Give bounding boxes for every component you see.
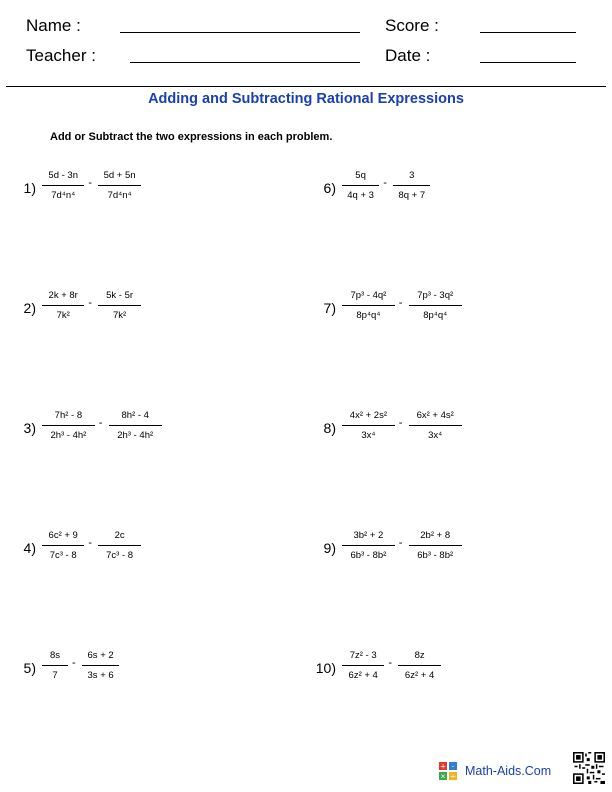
problem-number: 2) (23, 300, 36, 316)
numerator: 8s (49, 650, 61, 661)
numerator: 4x² + 2s² (349, 410, 388, 421)
problem-number: 5) (23, 660, 36, 676)
teacher-field[interactable] (130, 62, 360, 63)
score-label: Score : (385, 16, 439, 35)
denominator: 4q + 3 (347, 190, 374, 201)
operator: - (98, 417, 103, 429)
denominator: 8p⁴q⁴ (356, 310, 381, 321)
denominator: 8q + 7 (398, 190, 426, 201)
numerator: 7p³ - 3q² (417, 290, 454, 301)
numerator: 6c² + 9 (48, 530, 78, 541)
fraction-bar (42, 665, 68, 666)
denominator: 3x⁴ (361, 430, 376, 441)
fraction-bar (342, 425, 395, 426)
denominator: 7 (52, 670, 58, 681)
fraction-bar (342, 305, 395, 306)
numerator: 5k - 5r (106, 290, 134, 301)
numerator: 7z² - 3 (349, 650, 377, 661)
name-label: Name : (26, 16, 81, 35)
numerator: 7h² - 8 (54, 410, 83, 421)
denominator: 2h³ - 4h² (50, 430, 87, 441)
numerator: 5d + 5n (103, 170, 136, 181)
denominator: 6z² + 4 (404, 670, 435, 681)
numerator: 6s + 2 (87, 650, 114, 661)
problem-number: 4) (23, 540, 36, 556)
denominator: 2h³ - 4h² (117, 430, 154, 441)
numerator: 5d - 3n (48, 170, 78, 181)
denominator: 7d⁴n⁴ (107, 190, 132, 201)
problem-number: 1) (23, 180, 36, 196)
denominator: 6b³ - 8b² (417, 550, 454, 561)
fraction-bar (42, 425, 95, 426)
svg-text:-: - (451, 762, 455, 771)
fraction-bar (398, 665, 440, 666)
fraction-bar (342, 665, 384, 666)
denominator: 7c³ - 8 (106, 550, 134, 561)
fraction-bar (409, 545, 462, 546)
numerator: 8h² - 4 (121, 410, 149, 421)
denominator: 6z² + 4 (348, 670, 378, 681)
numerator: 5q (355, 170, 366, 181)
numerator: 8z (414, 650, 425, 661)
problem-number: 7) (323, 300, 336, 316)
instructions: Add or Subtract the two expressions in each problem. (50, 131, 333, 143)
fraction-bar (342, 545, 395, 546)
fraction-bar (98, 545, 140, 546)
teacher-label: Teacher : (26, 46, 96, 65)
svg-text:×: × (440, 772, 446, 780)
fraction-bar (42, 185, 84, 186)
operator: - (398, 537, 403, 549)
problem-number: 9) (323, 540, 336, 556)
operator: - (383, 177, 387, 189)
fraction-bar (109, 425, 162, 426)
date-field[interactable] (480, 62, 576, 63)
numerator: 2c (114, 530, 125, 541)
denominator: 7k² (56, 310, 70, 321)
denominator: 6b³ - 8b² (350, 550, 387, 561)
problem-number: 8) (323, 420, 336, 436)
denominator: 7c³ - 8 (49, 550, 77, 561)
operator: - (88, 177, 93, 189)
site-name[interactable]: Math-Aids.Com (465, 764, 552, 778)
numerator: 2k + 8r (48, 290, 78, 301)
denominator: 7d⁴n⁴ (51, 190, 76, 201)
fraction-bar (42, 305, 84, 306)
operator: - (88, 297, 93, 309)
name-field[interactable] (120, 32, 360, 33)
operator: - (398, 417, 403, 429)
problem-number: 6) (323, 180, 336, 196)
numerator: 7p³ - 4q² (350, 290, 387, 301)
denominator: 8p⁴q⁴ (423, 310, 448, 321)
fraction-bar (409, 305, 462, 306)
denominator: 3x⁴ (428, 430, 443, 441)
date-label: Date : (385, 46, 431, 65)
fraction-bar (42, 545, 84, 546)
worksheet-title: Adding and Subtracting Rational Expressions (148, 91, 464, 107)
fraction-bar (409, 425, 462, 426)
problem-number: 10) (315, 660, 336, 676)
operator: - (72, 657, 76, 669)
denominator: 3s + 6 (87, 670, 114, 681)
numerator: 3 (409, 170, 415, 181)
numerator: 2b² + 8 (420, 530, 451, 541)
header-divider (6, 86, 606, 87)
denominator: 7k² (112, 310, 127, 321)
qr-code-icon (573, 752, 605, 784)
numerator: 6x² + 4s² (416, 410, 454, 421)
problem-number: 3) (23, 420, 36, 436)
operator: - (398, 297, 403, 309)
operator: - (88, 537, 93, 549)
fraction-bar (82, 665, 119, 666)
fraction-bar (98, 305, 140, 306)
score-field[interactable] (480, 32, 576, 33)
fraction-bar (393, 185, 430, 186)
fraction-bar (342, 185, 379, 186)
fraction-bar (98, 185, 140, 186)
svg-text:÷: ÷ (450, 772, 456, 780)
numerator: 3b² + 2 (353, 530, 384, 541)
math-aids-logo-icon (439, 762, 457, 780)
operator: - (388, 657, 393, 669)
svg-text:+: + (440, 762, 446, 771)
